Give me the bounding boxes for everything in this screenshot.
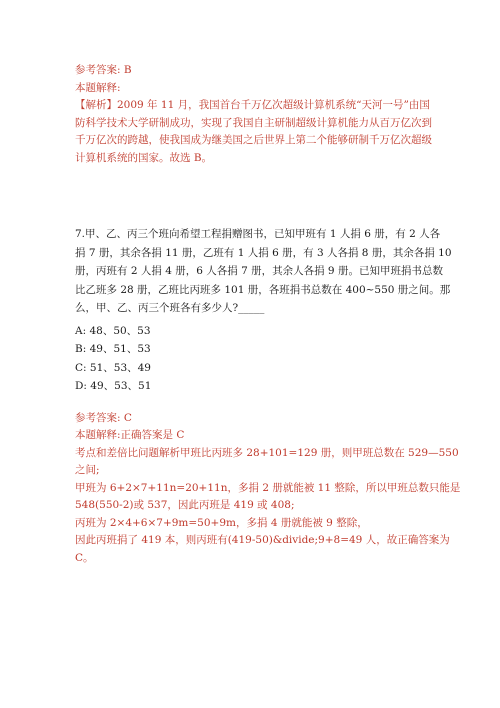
analysis-line: 因此丙班捐了 419 本，则丙班有(419-50)&divide;9+8=49 人，故正确答案为 xyxy=(75,534,450,546)
document-page xyxy=(75,62,461,567)
question-line: 么，甲、乙、丙三个班各有多少人?_____ xyxy=(75,302,265,314)
analysis-line: 防科学技术大学研制成功，实现了我国自主研制超级计算机能力从百万亿次到 xyxy=(75,116,432,129)
question-line: 册，丙班有 2 人捐 4 册，6 人各捐 7 册，其余人各捐 9 册。已知甲班捐书总数 xyxy=(75,265,443,277)
analysis-line: C。 xyxy=(75,551,94,564)
question-line: 捐 7 册，其余各捐 11 册，乙班有 1 人捐 6 册，有 3 人各捐 8 册，其余各捐 10 xyxy=(75,246,452,259)
analysis-line: 计算机系统的国家。故选 B。 xyxy=(75,151,213,164)
question-line: 比乙班多 28 册，乙班比丙班多 101 册，各班捐书总数在 400~550 册之间。那 xyxy=(75,283,451,296)
answer-section xyxy=(75,410,461,568)
option-a: A: 48、50、53 xyxy=(75,324,151,337)
analysis-title: 本题解释: xyxy=(75,81,121,94)
previous-answer-section xyxy=(75,62,432,167)
analysis-line: 千万亿次的跨越，使我国成为继美国之后世界上第二个能够研制千万亿次超级 xyxy=(75,134,432,146)
analysis-title: 本题解释:正确答案是 C xyxy=(75,429,185,441)
analysis-line: 丙班为 2×4+6×7+9m=50+9m，多捐 4 册就能被 9 整除， xyxy=(75,516,368,529)
option-d: D: 49、53、51 xyxy=(75,380,152,392)
answer-line: 参考答案: B xyxy=(75,64,132,76)
analysis-line: 甲班为 6+2×7+11n=20+11n，多捐 2 册就能被 11 整除，所以甲班总数只能是 xyxy=(75,481,461,494)
question-7 xyxy=(75,225,452,396)
question-line: 7.甲、乙、丙三个班向希望工程捐赠图书，已知甲班有 1 人捐 6 册，有 2 人各 xyxy=(75,228,441,240)
analysis-line: 之间; xyxy=(75,464,100,476)
option-b: B: 49、51、53 xyxy=(75,343,151,355)
option-c: C: 51、53、49 xyxy=(75,361,151,374)
analysis-line: 考点和差倍比问题解析甲班比丙班多 28+101=129 册，则甲班总数在 529—550 xyxy=(75,446,459,459)
analysis-line: 【解析】2009 年 11 月，我国首台千万亿次超级计算机系统“天河一号”由国 xyxy=(75,99,430,111)
answer-line: 参考答案: C xyxy=(75,411,132,424)
analysis-line: 548(550-2)或 537，因此丙班是 419 或 408; xyxy=(75,499,295,511)
